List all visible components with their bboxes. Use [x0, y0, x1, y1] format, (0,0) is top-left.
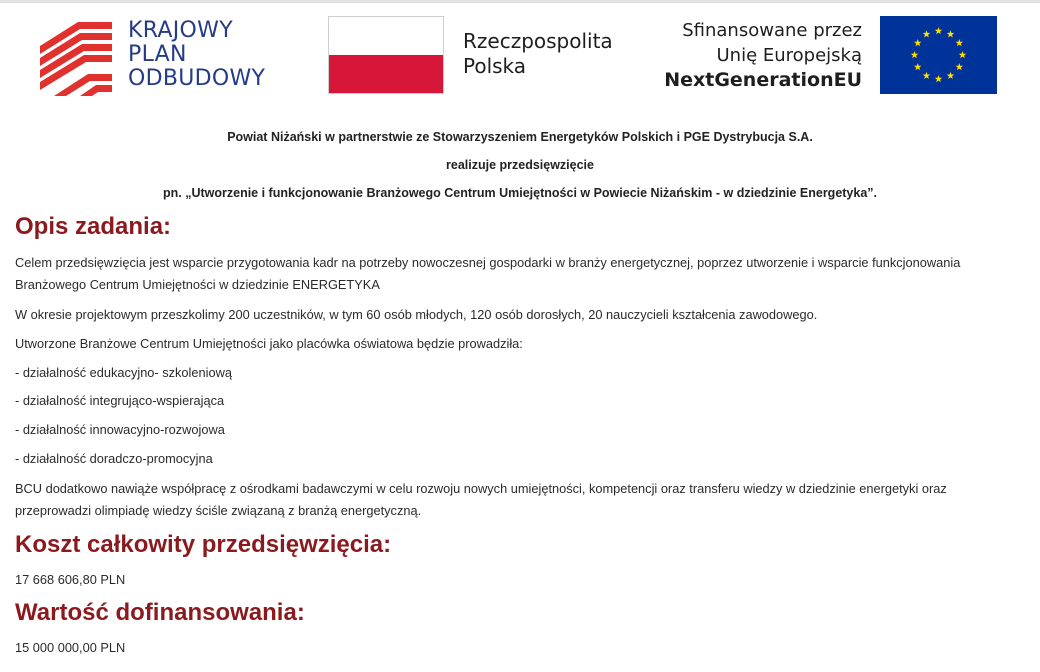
- kpo-wordmark: [128, 19, 265, 91]
- kpo-logo: [40, 18, 290, 96]
- eu-line-1: Sfinansowane przez: [682, 20, 862, 41]
- logo-bar: [0, 14, 1040, 98]
- activity-item-3: - działalność innowacyjno-rozwojowa: [15, 422, 225, 437]
- kpo-line-3: ODBUDOWY: [128, 66, 266, 91]
- polish-flag: [328, 16, 444, 94]
- kpo-line-1: KRAJOWY: [128, 18, 233, 43]
- opis-paragraph-2: W okresie projektowym przeszkolimy 200 uczestników, w tym 60 osób młodych, 120 osób dorosłych, 20 nauczycieli kształcenia zawodowego.: [15, 307, 818, 322]
- top-divider: [0, 0, 1040, 3]
- activity-item-4: - działalność doradczo-promocyjna: [15, 451, 213, 466]
- opis-paragraph-4: BCU dodatkowo nawiąże współpracę z ośrodkami badawczymi w celu rozwoju nowych umiejętności, kompetencji oraz transferu wiedzy w dziedzinie energetyki oraz przeprowadzi olimpiadę wiedzy ściśle związaną z branżą energetyczną.: [15, 481, 947, 518]
- opis-heading: Opis zadania:: [15, 213, 172, 240]
- rp-wordmark: [463, 29, 613, 79]
- koszt-value: 17 668 606,80 PLN: [15, 572, 126, 587]
- opis-paragraph-1: Celem przedsięwzięcia jest wsparcie przygotowania kadr na potrzeby nowoczesnej gospodarki w branży energetycznej, poprzez utworzenie i wsparcie funkcjonowania Branżowego Centrum Umiejętności w dziedzinie ENERGETYKA: [15, 255, 961, 292]
- activity-item-2: - działalność integrująco-wspierająca: [15, 393, 225, 408]
- kpo-line-2: PLAN: [128, 42, 187, 67]
- eu-flag-icon: [880, 16, 997, 94]
- intro-line-3: pn. „Utworzenie i funkcjonowanie Branżowego Centrum Umiejętności w Powiecie Niżańskim - w dziedzinie Energetyka”.: [162, 186, 878, 200]
- eu-funding-text: [640, 18, 862, 93]
- kpo-mark-icon: [40, 18, 112, 96]
- koszt-heading: Koszt całkowity przedsięwzięcia:: [15, 531, 392, 558]
- eu-line-3: NextGenerationEU: [664, 69, 862, 91]
- dofinansowanie-value: 15 000 000,00 PLN: [15, 640, 126, 655]
- eu-line-2: Unię Europejską: [716, 45, 862, 66]
- opis-paragraph-3: Utworzone Branżowe Centrum Umiejętności jako placówka oświatowa będzie prowadziła:: [15, 336, 523, 351]
- rp-line-1: Rzeczpospolita: [463, 29, 613, 53]
- dofinansowanie-heading: Wartość dofinansowania:: [15, 599, 305, 626]
- rp-line-2: Polska: [463, 54, 527, 78]
- intro-line-1: Powiat Niżański w partnerstwie ze Stowarzyszeniem Energetyków Polskich i PGE Dystrybucja S.A.: [227, 130, 813, 144]
- intro-block: [0, 126, 1040, 210]
- activity-item-1: - działalność edukacyjno- szkoleniową: [15, 365, 232, 380]
- intro-line-2: realizuje przedsięwzięcie: [446, 158, 594, 172]
